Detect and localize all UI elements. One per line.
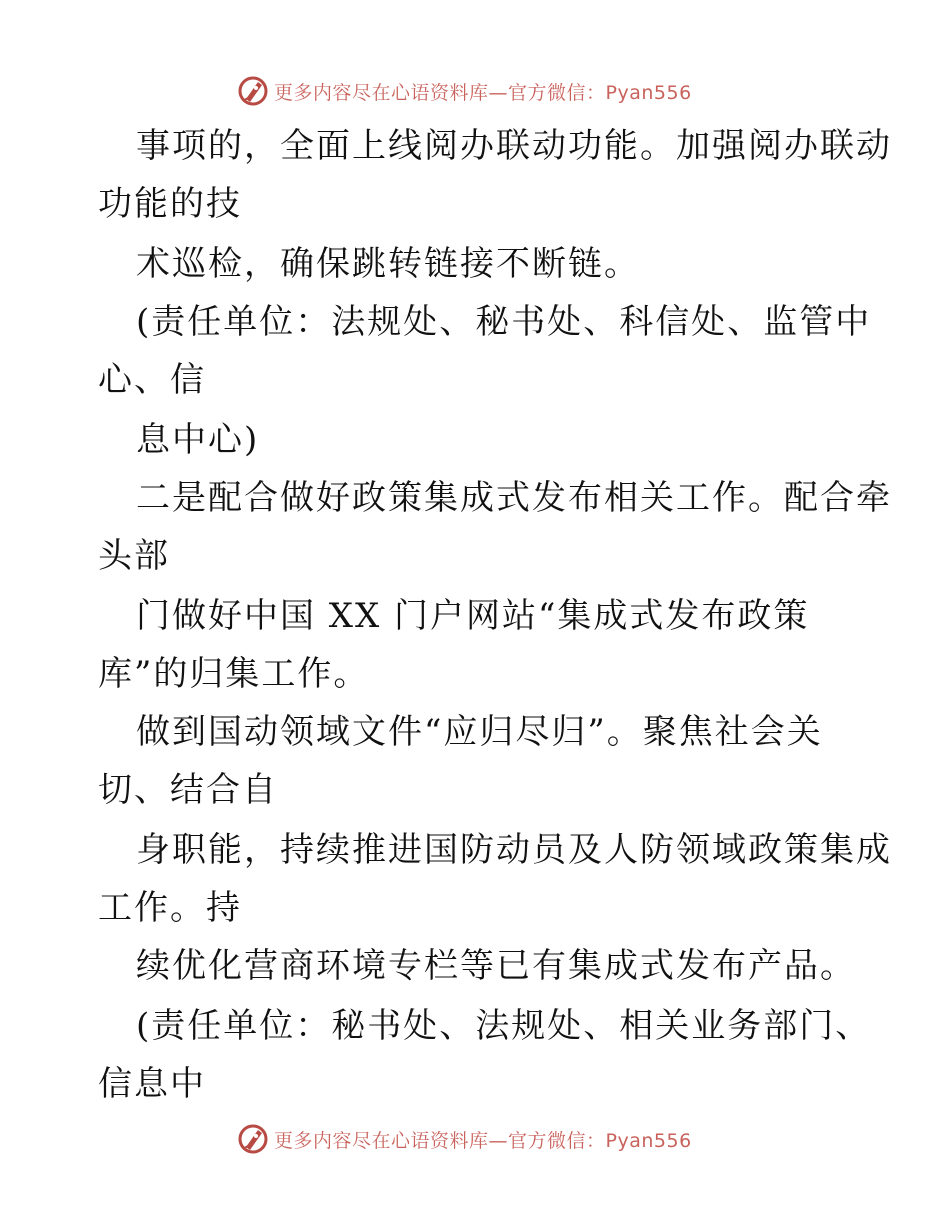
text-line: 息中心)	[136, 420, 260, 460]
footer-banner	[236, 1122, 756, 1156]
text-line: 续优化营商环境专栏等已有集成式发布产品。	[136, 946, 856, 986]
text-line: 头部	[98, 536, 170, 576]
header-banner-text: 更多内容尽在心语资料库—官方微信：Pyan556	[274, 81, 692, 104]
pen-nib-logo-icon	[236, 1122, 270, 1156]
text-line: 门做好中国 XX 门户网站“集成式发布政策	[136, 596, 810, 636]
pen-nib-logo-icon	[236, 74, 270, 108]
text-line: 做到国动领域文件“应归尽归”。聚焦社会关	[136, 712, 823, 752]
text-line: 事项的，全面上线阅办联动功能。加强阅办联动	[136, 126, 892, 166]
footer-banner-text: 更多内容尽在心语资料库—官方微信：Pyan556	[274, 1129, 692, 1152]
text-line: 信息中	[98, 1064, 206, 1104]
text-line: 切、结合自	[98, 770, 278, 810]
header-banner	[236, 74, 756, 108]
text-line: (责任单位：法规处、秘书处、科信处、监管中	[136, 302, 872, 342]
text-line: 心、信	[98, 360, 206, 400]
text-line: 术巡检，确保跳转链接不断链。	[136, 244, 640, 284]
text-line: 功能的技	[98, 184, 242, 224]
text-line: (责任单位：秘书处、法规处、相关业务部门、	[136, 1006, 872, 1046]
text-line: 工作。持	[98, 888, 242, 928]
text-line: 库”的归集工作。	[98, 654, 370, 694]
text-line: 二是配合做好政策集成式发布相关工作。配合牵	[136, 478, 892, 518]
text-line: 身职能，持续推进国防动员及人防领域政策集成	[136, 830, 892, 870]
